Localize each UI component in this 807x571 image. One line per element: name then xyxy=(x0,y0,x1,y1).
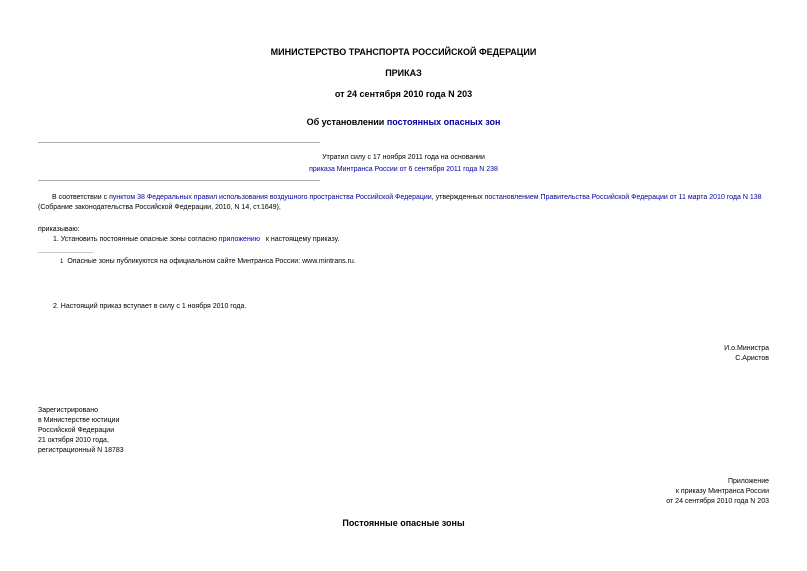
order-item-1-link[interactable]: приложению xyxy=(218,236,260,243)
order-word: приказываю: xyxy=(38,226,80,233)
footnote-mark: 1 xyxy=(60,259,64,265)
status-divider-bottom xyxy=(38,180,320,181)
preamble-text-a: В соответствии с xyxy=(52,194,110,201)
appendix-title: Постоянные опасные зоны xyxy=(342,518,465,528)
doc-date-number: от 24 сентября 2010 года N 203 xyxy=(334,89,473,99)
preamble-text-c: (Собрание законодательства Российской Федерации, 2010, N 14, ст.1649), xyxy=(38,204,281,211)
registration-line-3: Российской Федерации xyxy=(38,427,115,434)
preamble-link-decree[interactable]: постановлением Правительства Российской Федерации от 11 марта 2010 года xyxy=(484,194,741,201)
doc-title-link[interactable]: постоянных опасных зон xyxy=(386,117,501,127)
appendix-line-2: к приказу Минтранса России xyxy=(675,488,769,495)
ministry-heading: МИНИСТЕРСТВО ТРАНСПОРТА РОССИЙСКОЙ ФЕДЕРАЦИИ xyxy=(270,47,537,57)
appendix-header xyxy=(560,477,769,507)
doc-type-heading: ПРИКАЗ xyxy=(385,68,422,78)
doc-title xyxy=(0,117,807,127)
appendix-line-3: от 24 сентября 2010 года N 203 xyxy=(666,498,769,505)
registration-line-2: в Министерстве юстиции xyxy=(38,417,120,424)
status-line: Утратил силу с 17 ноября 2011 года на основании xyxy=(322,154,485,161)
preamble-paragraph xyxy=(38,193,770,213)
registration-line-1: Зарегистрировано xyxy=(38,407,98,414)
signature-name: С.Аристов xyxy=(735,355,769,362)
order-item-1 xyxy=(53,235,339,245)
doc-title-prefix: Об установлении xyxy=(306,117,387,127)
footnote-text: Опасные зоны публикуются на официальном сайте Минтранса России: www.mintrans.ru. xyxy=(67,258,356,265)
preamble-link-decree-number[interactable]: N 138 xyxy=(742,194,762,201)
status-divider-top xyxy=(38,142,320,143)
preamble-text-b: , утвержденных xyxy=(431,194,485,201)
registration-line-4: 21 октября 2010 года, xyxy=(38,437,109,444)
footnote-divider xyxy=(38,252,94,253)
appendix-line-1: Приложение xyxy=(727,478,769,485)
order-item-1-tail: к настоящему приказу. xyxy=(265,236,340,243)
registration-block xyxy=(38,406,124,456)
signature-position: И.о.Министра xyxy=(724,345,769,352)
footnote xyxy=(60,257,356,267)
status-repeal-link[interactable]: приказа Минтранса России от 6 сентября 2011 года N 238 xyxy=(309,166,498,173)
preamble-link-rules[interactable]: пунктом 38 Федеральных правил использования воздушного пространства Российской Федерации xyxy=(109,194,432,201)
order-item-1-text: 1. Установить постоянные опасные зоны согласно xyxy=(53,236,219,243)
registration-line-5: регистрационный N 18783 xyxy=(38,447,124,454)
order-item-2: 2. Настоящий приказ вступает в силу с 1 ноября 2010 года. xyxy=(53,303,247,310)
